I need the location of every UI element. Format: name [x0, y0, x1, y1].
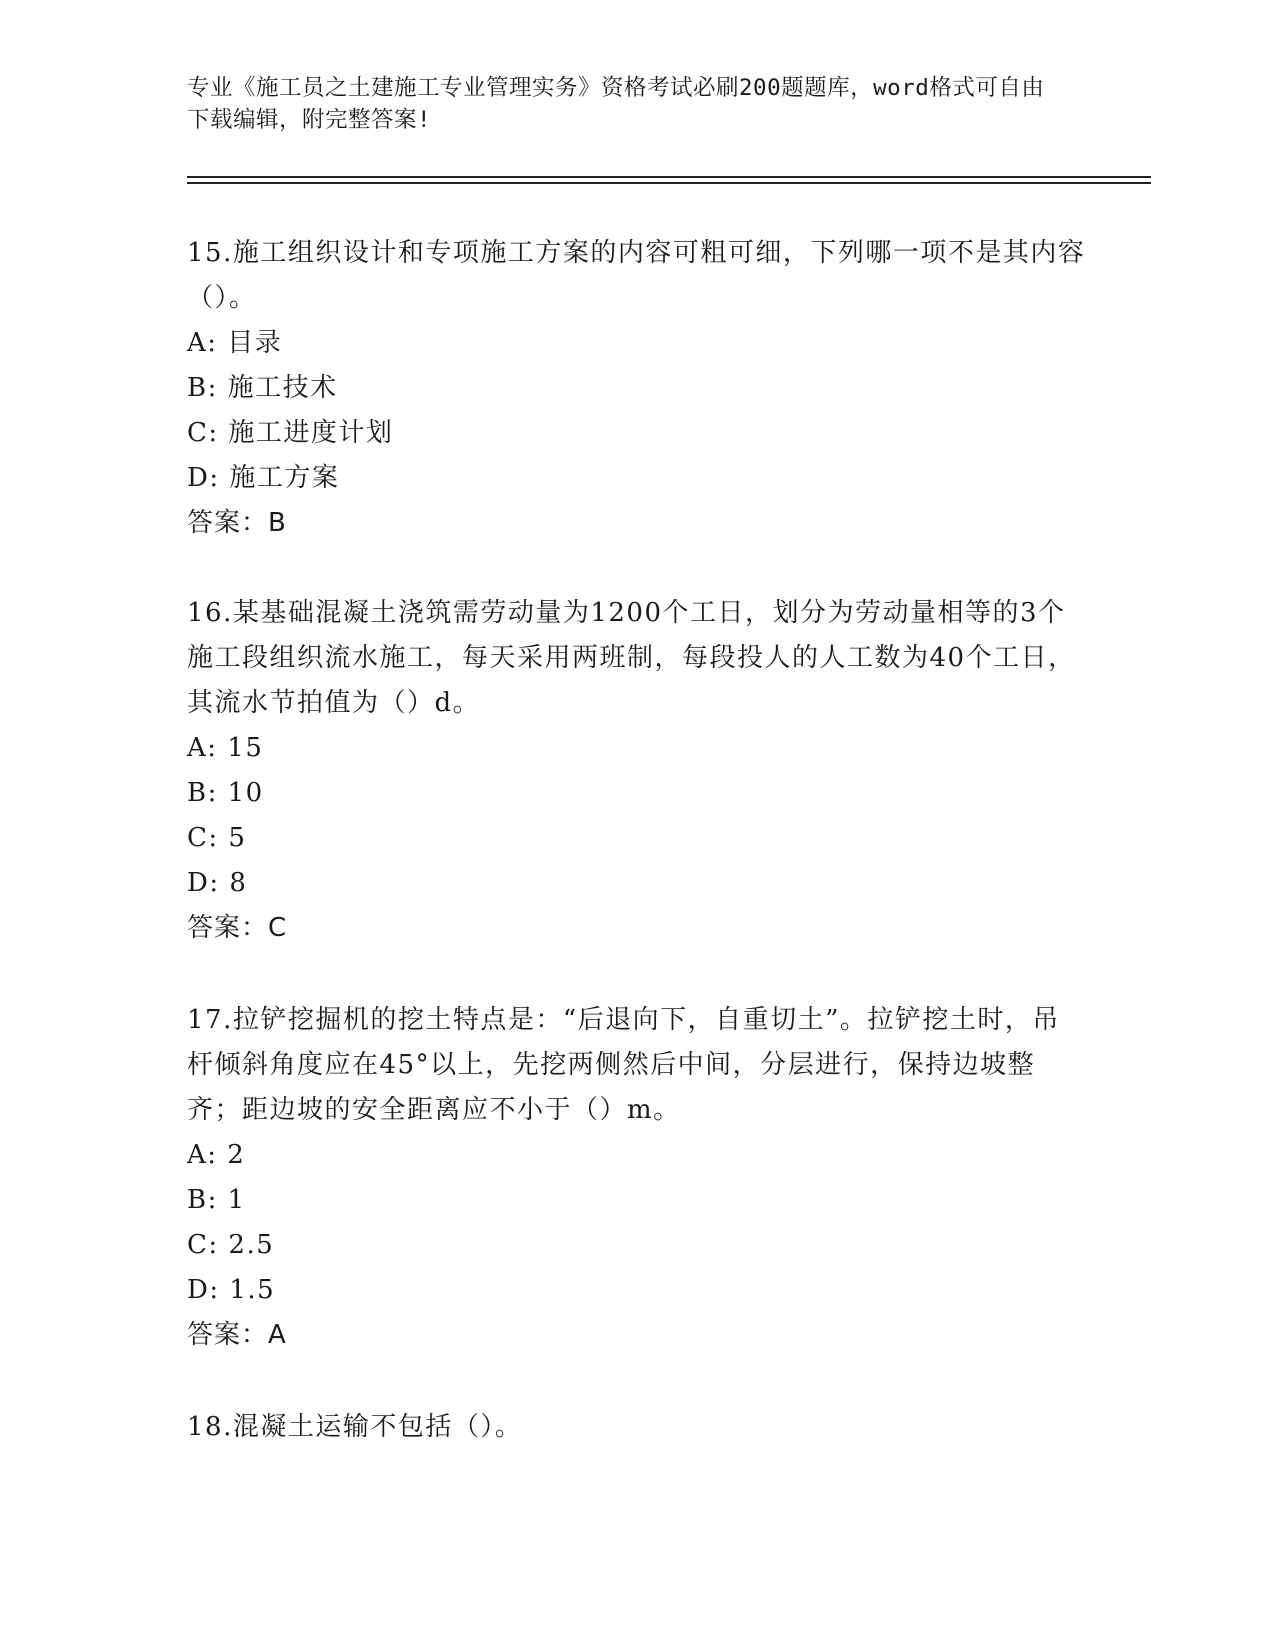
question-17	[187, 998, 1087, 1358]
question-stem: 18.混凝土运输不包括（）。	[187, 1412, 523, 1442]
option-c: C: 5	[187, 823, 247, 853]
question-18	[187, 1405, 1087, 1450]
answer-text: 答案：C	[187, 913, 288, 943]
option-d: D: 8	[187, 868, 248, 898]
question-16	[187, 591, 1087, 951]
option-d: D: 施工方案	[187, 463, 340, 493]
answer-text: 答案：B	[187, 508, 287, 538]
option-a: A: 15	[187, 733, 264, 763]
option-d: D: 1.5	[187, 1275, 276, 1305]
option-c: C: 施工进度计划	[187, 418, 394, 448]
question-stem: 16.某基础混凝土浇筑需劳动量为1200个工日，划分为劳动量相等的3个施工段组织流水施工，每天采用两班制，每段投人的人工数为40个工日，其流水节拍值为（）d。	[187, 598, 1076, 718]
answer-text: 答案：A	[187, 1320, 287, 1350]
option-b: B: 1	[187, 1185, 246, 1215]
option-a: A: 目录	[187, 328, 283, 358]
option-b: B: 10	[187, 778, 264, 808]
option-c: C: 2.5	[187, 1230, 275, 1260]
document-header: 专业《施工员之土建施工专业管理实务》资格考试必刷200题题库，word格式可自由下载编辑，附完整答案!	[187, 75, 1045, 133]
question-stem: 17.拉铲挖掘机的挖土特点是：“后退向下，自重切土”。拉铲挖土时，吊杆倾斜角度应在45°以上，先挖两侧然后中间，分层进行，保持边坡整齐；距边坡的安全距离应不小于（）m。	[187, 1005, 1060, 1125]
option-a: A: 2	[187, 1140, 246, 1170]
option-b: B: 施工技术	[187, 373, 338, 403]
question-stem: 15.施工组织设计和专项施工方案的内容可粗可细，下列哪一项不是其内容（）。	[187, 238, 1086, 313]
header-divider-bottom	[187, 182, 1151, 184]
header-divider-top	[187, 176, 1151, 178]
question-15	[187, 231, 1087, 546]
